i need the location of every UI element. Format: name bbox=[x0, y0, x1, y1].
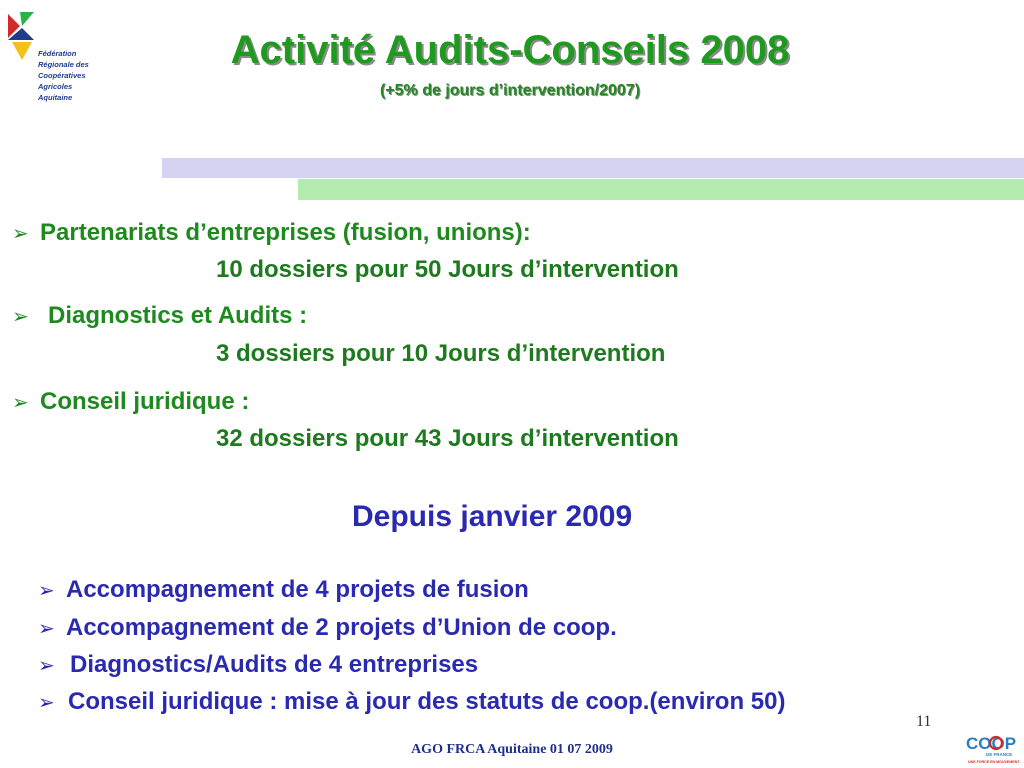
section-heading-2009: Depuis janvier 2009 bbox=[352, 500, 633, 533]
list-item-2009 bbox=[38, 614, 617, 642]
frca-logo bbox=[6, 10, 116, 120]
decorative-bar-lavender bbox=[162, 158, 1024, 178]
logo-line-1: Fédération bbox=[38, 49, 77, 58]
list-item-2009 bbox=[38, 651, 478, 679]
arrow-bullet-icon: ➢ bbox=[38, 616, 55, 640]
list-item-2008 bbox=[12, 388, 249, 416]
slide-title: Activité Audits-Conseils 2008 bbox=[230, 28, 790, 72]
list-item-detail: 3 dossiers pour 10 Jours d’intervention bbox=[216, 340, 666, 367]
decorative-bar-green bbox=[298, 179, 1024, 200]
list-item-label: Partenariats d’entreprises (fusion, unions): bbox=[40, 219, 531, 246]
arrow-bullet-icon: ➢ bbox=[38, 653, 55, 677]
logo-line-5: Aquitaine bbox=[38, 93, 73, 102]
list-item-label: Conseil juridique : bbox=[40, 388, 250, 415]
list-item-2008 bbox=[12, 219, 531, 247]
arrow-bullet-icon: ➢ bbox=[38, 578, 55, 602]
logo-line-4: Agricoles bbox=[38, 82, 73, 91]
coop-logo-icon bbox=[964, 732, 1022, 766]
footer-text: AGO FRCA Aquitaine 01 07 2009 bbox=[411, 742, 613, 757]
list-item-label: Diagnostics et Audits : bbox=[48, 302, 308, 329]
arrow-bullet-icon: ➢ bbox=[12, 304, 29, 328]
coop-logo-tagline: UNE FORCE EN MOUVEMENT bbox=[968, 760, 1020, 764]
list-item-label: Diagnostics/Audits de 4 entreprises bbox=[70, 651, 479, 678]
frca-logo-mark-icon bbox=[6, 10, 36, 70]
list-item-detail: 32 dossiers pour 43 Jours d’intervention bbox=[216, 425, 679, 452]
list-item-label: Accompagnement de 4 projets de fusion bbox=[66, 576, 529, 603]
list-item-label: Conseil juridique : mise à jour des statuts de coop.(environ 50) bbox=[68, 688, 786, 715]
list-item-detail: 10 dossiers pour 50 Jours d’intervention bbox=[216, 256, 679, 283]
arrow-bullet-icon: ➢ bbox=[38, 690, 55, 714]
coop-logo-subtitle: DE FRANCE bbox=[986, 752, 1013, 757]
arrow-bullet-icon: ➢ bbox=[12, 390, 29, 414]
logo-line-3: Coopératives bbox=[38, 71, 86, 80]
coop-logo-wordmark: COOP bbox=[966, 734, 1017, 753]
list-item-2008 bbox=[12, 302, 307, 330]
coop-de-france-logo bbox=[964, 732, 1022, 766]
page-number: 11 bbox=[916, 713, 932, 730]
logo-line-2: Régionale des bbox=[38, 60, 89, 69]
list-item-2009 bbox=[38, 576, 529, 604]
slide-subtitle: (+5% de jours d’intervention/2007) bbox=[379, 82, 641, 99]
arrow-bullet-icon: ➢ bbox=[12, 221, 29, 245]
list-item-label: Accompagnement de 2 projets d’Union de coop. bbox=[66, 614, 617, 641]
list-item-2009 bbox=[38, 688, 785, 716]
